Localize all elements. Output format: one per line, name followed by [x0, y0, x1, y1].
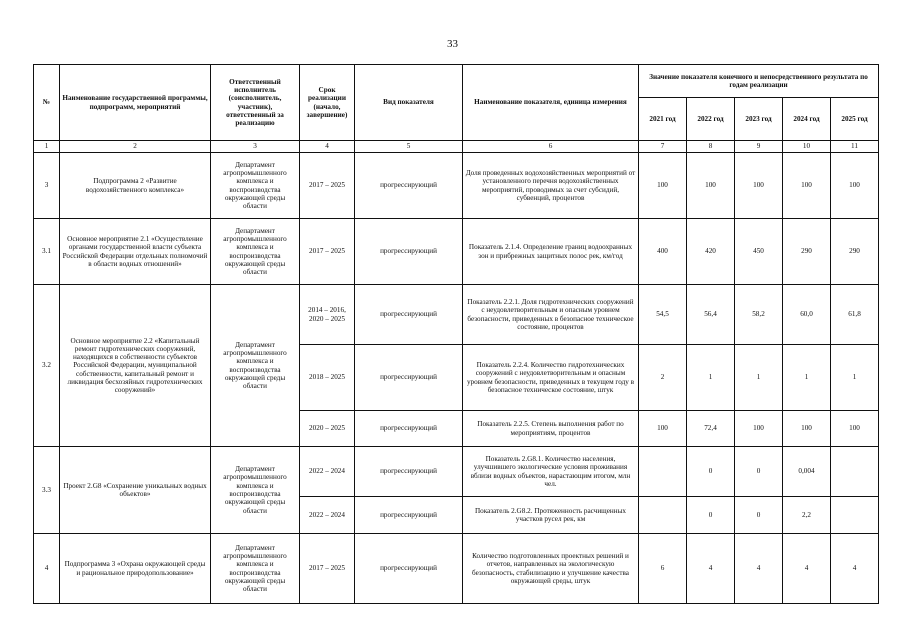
value-2021: [639, 497, 687, 534]
table-row: [34, 153, 879, 219]
table-row: [34, 447, 879, 497]
indicator-name: Количество подготовленных проектных решений и отчетов, направленных на экологическую безопасность, стабилизацию и улучшение качества окружающей среды, штук: [463, 534, 639, 604]
value-2025: 1: [831, 345, 879, 411]
value-2021: 100: [639, 153, 687, 219]
value-2021: 100: [639, 411, 687, 447]
value-2025: 100: [831, 153, 879, 219]
column-number: 5: [355, 141, 463, 153]
value-2025: 100: [831, 411, 879, 447]
implementation-period: 2014 – 2016, 2020 – 2025: [300, 285, 355, 345]
header-year-2021: 2021 год: [639, 98, 687, 141]
header-indicator-type: Вид показателя: [355, 65, 463, 141]
indicator-type: прогрессирующий: [355, 285, 463, 345]
value-2022: 1: [687, 345, 735, 411]
column-number: 6: [463, 141, 639, 153]
value-2021: 54,5: [639, 285, 687, 345]
value-2023: 0: [735, 447, 783, 497]
value-2023: 450: [735, 219, 783, 285]
value-2024: 60,0: [783, 285, 831, 345]
column-number: 4: [300, 141, 355, 153]
value-2025: 61,8: [831, 285, 879, 345]
value-2024: 4: [783, 534, 831, 604]
header-values-group: Значение показателя конечного и непосредственного результата по годам реализации: [639, 65, 879, 98]
implementation-period: 2018 – 2025: [300, 345, 355, 411]
indicators-table: [33, 64, 879, 604]
row-number: 3.2: [34, 285, 60, 447]
value-2022: 72,4: [687, 411, 735, 447]
indicator-name: Показатель 2.2.1. Доля гидротехнических сооружений с неудовлетворительным и опасным уровнем безопасности, приведенных в безопасное техническое состояние, процентов: [463, 285, 639, 345]
value-2024: 2,2: [783, 497, 831, 534]
indicator-type: прогрессирующий: [355, 219, 463, 285]
header-responsible: Ответственный исполнитель (соисполнитель, участник), ответственный за реализацию: [211, 65, 300, 141]
row-number: 3: [34, 153, 60, 219]
header-period: Срок реализации (начало, завершение): [300, 65, 355, 141]
column-number: 7: [639, 141, 687, 153]
row-number: 3.3: [34, 447, 60, 534]
program-name: Основное мероприятие 2.2 «Капитальный ремонт гидротехнических сооружений, находящихся в собственности субъектов Российской Федерации, муниципальной собственности, капитальный ремонт и ликвидация бесхозяйных гидротехнических сооружений»: [60, 285, 211, 447]
program-name: Основное мероприятие 2.1 «Осуществление органами государственной власти субъекта Российской Федерации отдельных полномочий в области водных отношений»: [60, 219, 211, 285]
indicator-name: Доля проведенных водохозяйственных мероприятий от установленного перечня водохозяйственных мероприятий, проводимых за счет субсидий, субвенций, процентов: [463, 153, 639, 219]
implementation-period: 2022 – 2024: [300, 447, 355, 497]
header-name: Наименование государственной программы, подпрограмм, мероприятий: [60, 65, 211, 141]
row-number: 3.1: [34, 219, 60, 285]
indicator-name: Показатель 2.G8.1. Количество населения, улучшившего экологические условия проживания вблизи водных объектов, нарастающим итогом, млн чел.: [463, 447, 639, 497]
value-2022: 0: [687, 497, 735, 534]
value-2024: 100: [783, 153, 831, 219]
responsible-executor: Департамент агропромышленного комплекса и воспроизводства окружающей среды области: [211, 219, 300, 285]
indicator-type: прогрессирующий: [355, 497, 463, 534]
responsible-executor: Департамент агропромышленного комплекса и воспроизводства окружающей среды области: [211, 447, 300, 534]
implementation-period: 2017 – 2025: [300, 219, 355, 285]
indicator-name: Показатель 2.G8.2. Протяженность расчищенных участков русел рек, км: [463, 497, 639, 534]
table-row: [34, 285, 879, 345]
header-row: [34, 65, 879, 98]
implementation-period: 2020 – 2025: [300, 411, 355, 447]
value-2022: 420: [687, 219, 735, 285]
column-number: 11: [831, 141, 879, 153]
value-2025: [831, 497, 879, 534]
value-2023: 1: [735, 345, 783, 411]
value-2021: 400: [639, 219, 687, 285]
page-number: 33: [447, 38, 458, 50]
value-2021: 2: [639, 345, 687, 411]
value-2024: 290: [783, 219, 831, 285]
indicator-type: прогрессирующий: [355, 345, 463, 411]
column-number: 3: [211, 141, 300, 153]
column-number: 9: [735, 141, 783, 153]
value-2022: 0: [687, 447, 735, 497]
responsible-executor: Департамент агропромышленного комплекса и воспроизводства окружающей среды области: [211, 534, 300, 604]
value-2025: [831, 447, 879, 497]
header-year-2023: 2023 год: [735, 98, 783, 141]
indicator-name: Показатель 2.2.4. Количество гидротехнических сооружений с неудовлетворительным и опасным уровнем безопасности, приведенных в текущем году в безопасное техническое состояние, штук: [463, 345, 639, 411]
row-number: 4: [34, 534, 60, 604]
value-2023: 0: [735, 497, 783, 534]
implementation-period: 2022 – 2024: [300, 497, 355, 534]
value-2023: 100: [735, 411, 783, 447]
value-2021: 6: [639, 534, 687, 604]
header-year-2024: 2024 год: [783, 98, 831, 141]
indicator-type: прогрессирующий: [355, 411, 463, 447]
header-indicator-name: Наименование показателя, единица измерения: [463, 65, 639, 141]
value-2021: [639, 447, 687, 497]
indicator-name: Показатель 2.2.5. Степень выполнения работ по мероприятиям, процентов: [463, 411, 639, 447]
value-2022: 100: [687, 153, 735, 219]
column-number: 1: [34, 141, 60, 153]
value-2025: 4: [831, 534, 879, 604]
value-2024: 100: [783, 411, 831, 447]
program-name: Подпрограмма 3 «Охрана окружающей среды и рациональное природопользование»: [60, 534, 211, 604]
value-2024: 1: [783, 345, 831, 411]
value-2023: 4: [735, 534, 783, 604]
indicator-name: Показатель 2.1.4. Определение границ водоохранных зон и прибрежных защитных полос рек, км/год: [463, 219, 639, 285]
implementation-period: 2017 – 2025: [300, 534, 355, 604]
value-2023: 100: [735, 153, 783, 219]
header-year-2022: 2022 год: [687, 98, 735, 141]
column-number: 10: [783, 141, 831, 153]
responsible-executor: Департамент агропромышленного комплекса и воспроизводства окружающей среды области: [211, 153, 300, 219]
table-row: [34, 219, 879, 285]
value-2022: 56,4: [687, 285, 735, 345]
value-2025: 290: [831, 219, 879, 285]
program-name: Подпрограмма 2 «Развитие водохозяйственного комплекса»: [60, 153, 211, 219]
value-2023: 58,2: [735, 285, 783, 345]
header-year-2025: 2025 год: [831, 98, 879, 141]
header-no: №: [34, 65, 60, 141]
indicator-type: прогрессирующий: [355, 153, 463, 219]
value-2024: 0,004: [783, 447, 831, 497]
indicator-type: прогрессирующий: [355, 534, 463, 604]
responsible-executor: Департамент агропромышленного комплекса и воспроизводства окружающей среды области: [211, 285, 300, 447]
column-number-row: [34, 141, 879, 153]
table-row: [34, 534, 879, 604]
column-number: 2: [60, 141, 211, 153]
indicator-type: прогрессирующий: [355, 447, 463, 497]
column-number: 8: [687, 141, 735, 153]
program-name: Проект 2.G8 «Сохранение уникальных водных объектов»: [60, 447, 211, 534]
value-2022: 4: [687, 534, 735, 604]
implementation-period: 2017 – 2025: [300, 153, 355, 219]
